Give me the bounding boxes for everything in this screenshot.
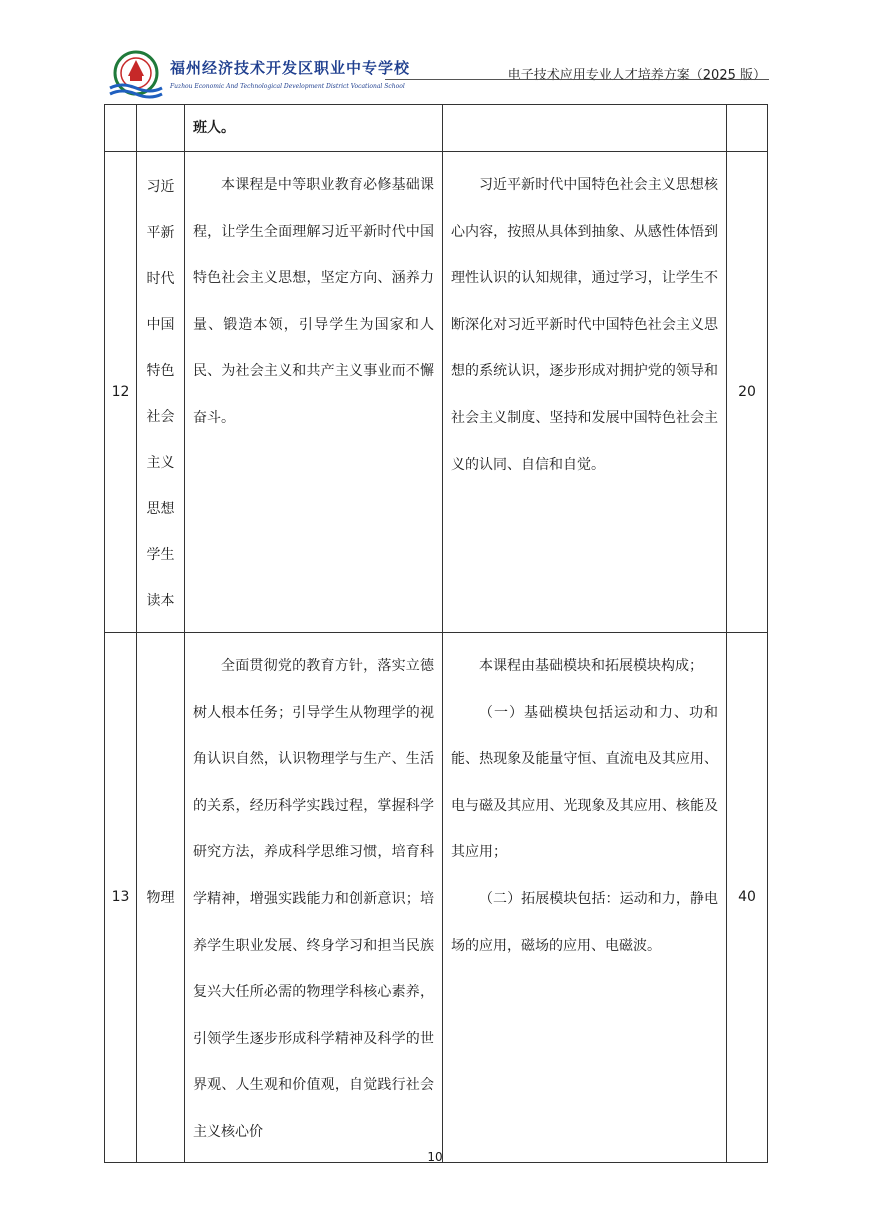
content-basic-module: （一）基础模块包括运动和力、功和能、热现象及能量守恒、直流电及其应用、电与磁及其应用、光现象及其应用、核能及其应用； xyxy=(451,704,718,861)
table-cell xyxy=(727,105,768,152)
school-name-en: Fuzhou Economic And Technological Development District Vocational School xyxy=(170,83,405,90)
course-objective xyxy=(185,152,443,633)
course-name-line: 特色 xyxy=(146,363,175,379)
content-text: 习近平新时代中国特色社会主义思想核心内容，按照从具体到抽象、从感性体悟到理性认识的认知规律，通过学习，让学生不断深化对习近平新时代中国特色社会主义思想的系统认识，逐步形成对拥护党的领导和社会主义制度、坚持和发展中国特色社会主义的认同、自信和自觉。 xyxy=(451,177,718,473)
objective-continuation xyxy=(185,105,443,152)
course-name-line: 主义 xyxy=(146,455,175,471)
row-index: 13 xyxy=(105,633,137,1163)
school-emblem-icon xyxy=(108,50,164,100)
content-extension-module: （二）拓展模块包括：运动和力，静电场的应用，磁场的应用、电磁波。 xyxy=(451,890,718,954)
course-name-line: 中国 xyxy=(146,317,175,333)
course-name: 物理 xyxy=(137,633,185,1163)
table-cell xyxy=(443,105,727,152)
table-row xyxy=(105,633,768,1163)
row-index: 12 xyxy=(105,152,137,633)
page-number: 10 xyxy=(427,1150,443,1164)
table-row xyxy=(105,152,768,633)
course-name-line: 思想 xyxy=(146,501,175,517)
content-intro: 本课程由基础模块和拓展模块构成； xyxy=(479,658,703,674)
course-name-line: 习近 xyxy=(146,179,175,195)
continuation-text: 班人。 xyxy=(193,120,235,136)
course-objective xyxy=(185,633,443,1163)
course-name-line: 学生 xyxy=(146,547,175,563)
course-name xyxy=(137,152,185,633)
course-name-line: 读本 xyxy=(146,593,175,609)
page-header xyxy=(0,0,870,104)
course-name-line: 时代 xyxy=(146,271,175,287)
header-rule xyxy=(385,79,769,80)
objective-text: 全面贯彻党的教育方针，落实立德树人根本任务；引导学生从物理学的视角认识自然，认识物理学与生产、生活的关系，经历科学实践过程，掌握科学研究方法，养成科学思维习惯，培育科学精神，增强实践能力和创新意识；培养学生职业发展、终身学习和担当民族复兴大任所必需的物理学科核心素养，引领学生逐步形成科学精神及科学的世界观、人生观和价值观，自觉践行社会主义核心价 xyxy=(193,658,434,1140)
table-row-continuation xyxy=(105,105,768,152)
objective-text: 本课程是中等职业教育必修基础课程，让学生全面理解习近平新时代中国特色社会主义思想，坚定方向、涵养力量、锻造本领，引导学生为国家和人民、为社会主义和共产主义事业而不懈奋斗。 xyxy=(193,177,434,426)
table-cell xyxy=(105,105,137,152)
course-content xyxy=(443,152,727,633)
course-name-line: 社会 xyxy=(146,409,175,425)
school-name-cn: 福州经济技术开发区职业中专学校 xyxy=(170,59,411,77)
course-hours: 40 xyxy=(727,633,768,1163)
course-name-line: 平新 xyxy=(146,225,175,241)
document-title: 电子技术应用专业人才培养方案（2025 版） xyxy=(507,68,766,83)
curriculum-table xyxy=(104,104,768,1163)
course-hours: 20 xyxy=(727,152,768,633)
course-content xyxy=(443,633,727,1163)
table-cell xyxy=(137,105,185,152)
